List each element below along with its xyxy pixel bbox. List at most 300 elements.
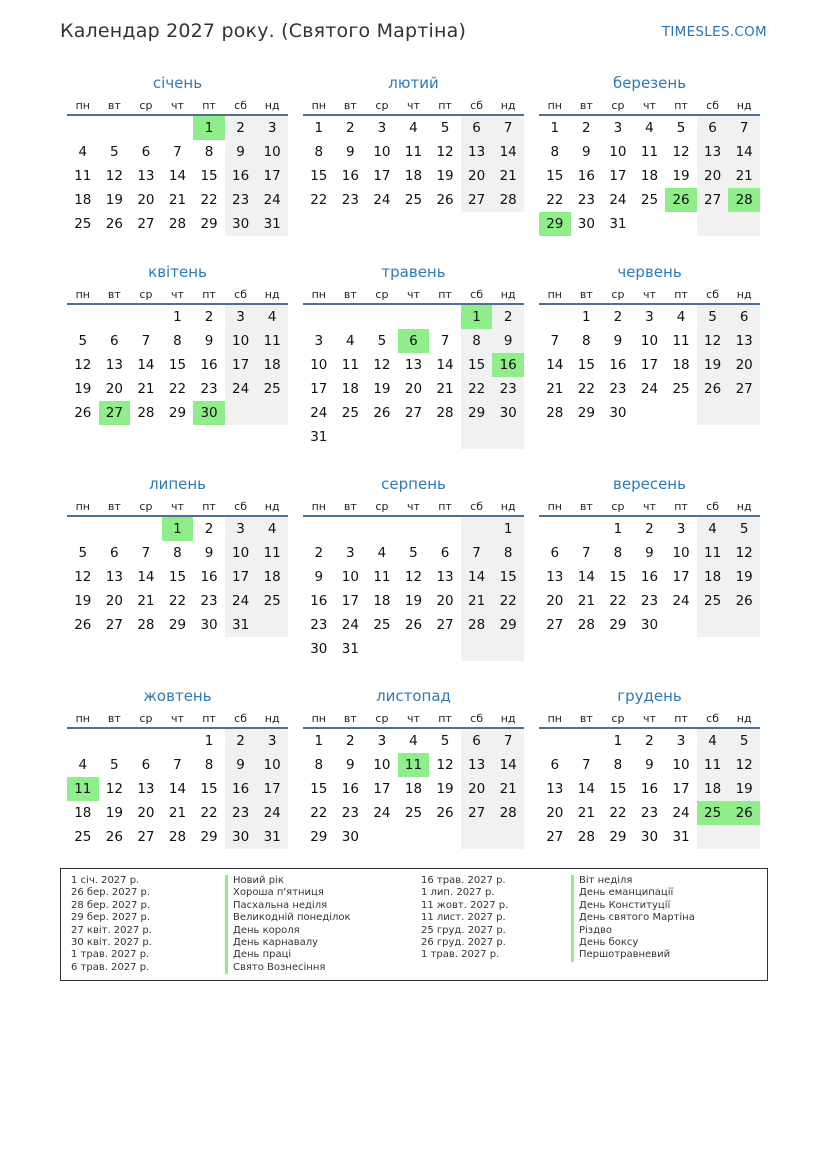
day-cell[interactable]: 20 <box>105 593 123 609</box>
day-cell[interactable]: 22 <box>168 593 187 609</box>
day-cell[interactable]: 20 <box>404 381 423 397</box>
day-cell[interactable]: 2 <box>314 545 324 561</box>
day-cell[interactable]: 28 <box>168 216 187 232</box>
brand-logo[interactable]: TIMESLES.COM <box>661 24 767 40</box>
day-cell[interactable]: 27 <box>137 829 155 845</box>
day-cell[interactable]: 17 <box>373 781 391 797</box>
day-cell[interactable]: 11 <box>74 168 92 184</box>
day-cell[interactable]: 20 <box>461 164 493 188</box>
day-cell[interactable]: 26 <box>105 216 123 232</box>
day-cell[interactable]: 16 <box>609 357 627 373</box>
day-cell[interactable]: 27 <box>404 405 423 421</box>
day-cell[interactable]: 27 <box>728 377 760 401</box>
day-cell[interactable]: 2 <box>492 305 524 329</box>
day-cell[interactable]: 31 <box>609 216 627 232</box>
day-cell[interactable]: 20 <box>436 593 454 609</box>
day-cell[interactable]: 14 <box>577 781 595 797</box>
day-cell[interactable]: 28 <box>577 829 595 845</box>
day-cell[interactable]: 2 <box>645 521 654 537</box>
day-cell[interactable]: 30 <box>492 401 524 425</box>
day-cell[interactable]: 15 <box>310 781 328 797</box>
day-cell[interactable]: 4 <box>78 144 88 160</box>
day-cell[interactable]: 21 <box>137 593 155 609</box>
day-cell[interactable]: 24 <box>225 377 257 401</box>
day-cell[interactable]: 23 <box>640 805 659 821</box>
day-cell[interactable]: 30 <box>200 617 218 633</box>
day-cell[interactable]: 24 <box>373 192 391 208</box>
day-cell[interactable]: 15 <box>609 569 627 585</box>
day-cell[interactable]: 9 <box>346 144 355 160</box>
day-cell[interactable]: 1 <box>550 120 560 136</box>
day-cell[interactable]: 16 <box>341 168 359 184</box>
day-cell[interactable]: 7 <box>582 545 591 561</box>
day-cell[interactable]: 22 <box>200 805 218 821</box>
day-cell[interactable]: 31 <box>672 829 690 845</box>
day-cell[interactable]: 7 <box>440 333 450 349</box>
day-cell[interactable]: 16 <box>577 168 595 184</box>
day-cell[interactable]: 10 <box>341 569 359 585</box>
day-cell[interactable]: 31 <box>225 613 257 637</box>
day-cell[interactable]: 7 <box>492 729 524 753</box>
day-cell[interactable]: 12 <box>436 144 454 160</box>
day-cell[interactable]: 8 <box>613 545 623 561</box>
day-cell[interactable]: 17 <box>225 565 257 589</box>
day-cell[interactable]: 28 <box>137 405 155 421</box>
day-cell[interactable]: 6 <box>697 116 729 140</box>
day-cell[interactable]: 20 <box>137 192 155 208</box>
day-cell[interactable]: 29 <box>168 617 187 633</box>
day-cell[interactable]: 5 <box>676 120 686 136</box>
day-cell[interactable]: 3 <box>256 116 288 140</box>
day-cell[interactable]: 11 <box>373 569 391 585</box>
day-cell[interactable]: 26 <box>697 377 729 401</box>
day-cell[interactable]: 19 <box>728 565 760 589</box>
day-cell[interactable]: 18 <box>74 805 92 821</box>
day-cell[interactable]: 4 <box>346 333 355 349</box>
day-cell[interactable]: 23 <box>341 805 359 821</box>
day-cell[interactable]: 21 <box>492 777 524 801</box>
day-cell[interactable]: 7 <box>141 333 151 349</box>
day-cell[interactable]: 12 <box>74 569 92 585</box>
day-cell[interactable]: 25 <box>697 589 729 613</box>
day-cell[interactable]: 6 <box>461 729 493 753</box>
day-cell[interactable]: 10 <box>225 329 257 353</box>
day-cell[interactable]: 24 <box>672 593 690 609</box>
day-cell[interactable]: 21 <box>168 805 187 821</box>
day-cell[interactable]: 25 <box>672 381 690 397</box>
day-cell[interactable]: 13 <box>105 569 123 585</box>
day-cell[interactable]: 16 <box>492 353 524 377</box>
day-cell[interactable]: 22 <box>200 192 218 208</box>
day-cell[interactable]: 22 <box>310 192 328 208</box>
day-cell[interactable]: 19 <box>74 381 92 397</box>
day-cell[interactable]: 15 <box>200 781 218 797</box>
day-cell[interactable]: 14 <box>728 140 760 164</box>
day-cell[interactable]: 4 <box>697 729 729 753</box>
day-cell[interactable]: 24 <box>256 801 288 825</box>
day-cell[interactable]: 14 <box>546 357 564 373</box>
day-cell[interactable]: 3 <box>676 521 686 537</box>
day-cell[interactable]: 27 <box>99 401 131 425</box>
day-cell[interactable]: 2 <box>346 733 355 749</box>
day-cell[interactable]: 9 <box>225 753 257 777</box>
day-cell[interactable]: 25 <box>404 805 423 821</box>
day-cell[interactable]: 16 <box>640 569 659 585</box>
day-cell[interactable]: 2 <box>225 729 257 753</box>
day-cell[interactable]: 13 <box>728 329 760 353</box>
day-cell[interactable]: 10 <box>373 144 391 160</box>
day-cell[interactable]: 2 <box>645 733 654 749</box>
day-cell[interactable]: 17 <box>256 777 288 801</box>
day-cell[interactable]: 25 <box>256 589 288 613</box>
day-cell[interactable]: 4 <box>78 757 88 773</box>
day-cell[interactable]: 26 <box>665 188 697 212</box>
day-cell[interactable]: 23 <box>492 377 524 401</box>
day-cell[interactable]: 27 <box>137 216 155 232</box>
day-cell[interactable]: 15 <box>310 168 328 184</box>
day-cell[interactable]: 6 <box>398 329 430 353</box>
day-cell[interactable]: 23 <box>200 593 218 609</box>
day-cell[interactable]: 20 <box>728 353 760 377</box>
day-cell[interactable]: 8 <box>550 144 560 160</box>
day-cell[interactable]: 11 <box>256 329 288 353</box>
day-cell[interactable]: 10 <box>256 753 288 777</box>
day-cell[interactable]: 15 <box>609 781 627 797</box>
day-cell[interactable]: 11 <box>697 541 729 565</box>
day-cell[interactable]: 1 <box>193 116 225 140</box>
day-cell[interactable]: 21 <box>436 381 454 397</box>
day-cell[interactable]: 5 <box>697 305 729 329</box>
day-cell[interactable]: 1 <box>204 733 214 749</box>
day-cell[interactable]: 8 <box>461 329 493 353</box>
day-cell[interactable]: 22 <box>546 192 564 208</box>
day-cell[interactable]: 5 <box>728 517 760 541</box>
day-cell[interactable]: 9 <box>314 569 324 585</box>
day-cell[interactable]: 3 <box>256 729 288 753</box>
day-cell[interactable]: 4 <box>409 120 418 136</box>
day-cell[interactable]: 2 <box>582 120 591 136</box>
day-cell[interactable]: 1 <box>461 305 493 329</box>
day-cell[interactable]: 5 <box>377 333 387 349</box>
day-cell[interactable]: 8 <box>314 757 324 773</box>
day-cell[interactable]: 14 <box>492 140 524 164</box>
day-cell[interactable]: 23 <box>341 192 359 208</box>
day-cell[interactable]: 9 <box>492 329 524 353</box>
day-cell[interactable]: 19 <box>672 168 690 184</box>
day-cell[interactable]: 26 <box>404 617 423 633</box>
day-cell[interactable]: 11 <box>672 333 690 349</box>
day-cell[interactable]: 19 <box>436 781 454 797</box>
day-cell[interactable]: 5 <box>409 545 418 561</box>
day-cell[interactable]: 5 <box>110 757 119 773</box>
day-cell[interactable]: 31 <box>341 641 359 657</box>
day-cell[interactable]: 10 <box>609 144 627 160</box>
day-cell[interactable]: 13 <box>461 140 493 164</box>
day-cell[interactable]: 21 <box>728 164 760 188</box>
day-cell[interactable]: 8 <box>173 333 182 349</box>
day-cell[interactable]: 10 <box>225 541 257 565</box>
day-cell[interactable]: 6 <box>110 545 119 561</box>
day-cell[interactable]: 20 <box>461 777 493 801</box>
day-cell[interactable]: 3 <box>314 333 324 349</box>
day-cell[interactable]: 15 <box>168 357 187 373</box>
day-cell[interactable]: 11 <box>398 753 430 777</box>
day-cell[interactable]: 30 <box>225 825 257 849</box>
day-cell[interactable]: 1 <box>492 517 524 541</box>
day-cell[interactable]: 4 <box>697 517 729 541</box>
day-cell[interactable]: 30 <box>577 216 595 232</box>
day-cell[interactable]: 18 <box>74 192 92 208</box>
day-cell[interactable]: 25 <box>404 192 423 208</box>
day-cell[interactable]: 16 <box>225 164 257 188</box>
day-cell[interactable]: 8 <box>582 333 591 349</box>
day-cell[interactable]: 5 <box>440 120 450 136</box>
day-cell[interactable]: 25 <box>256 377 288 401</box>
day-cell[interactable]: 1 <box>314 120 324 136</box>
day-cell[interactable]: 9 <box>645 545 654 561</box>
day-cell[interactable]: 28 <box>168 829 187 845</box>
day-cell[interactable]: 7 <box>141 545 151 561</box>
day-cell[interactable]: 30 <box>193 401 225 425</box>
day-cell[interactable]: 27 <box>461 188 493 212</box>
day-cell[interactable]: 2 <box>204 309 214 325</box>
day-cell[interactable]: 31 <box>256 212 288 236</box>
day-cell[interactable]: 9 <box>645 757 654 773</box>
day-cell[interactable]: 3 <box>225 305 257 329</box>
day-cell[interactable]: 2 <box>613 309 623 325</box>
day-cell[interactable]: 27 <box>697 188 729 212</box>
day-cell[interactable]: 31 <box>256 825 288 849</box>
day-cell[interactable]: 29 <box>200 829 218 845</box>
day-cell[interactable]: 8 <box>204 144 214 160</box>
day-cell[interactable]: 29 <box>461 401 493 425</box>
day-cell[interactable]: 30 <box>341 829 359 845</box>
day-cell[interactable]: 22 <box>577 381 595 397</box>
day-cell[interactable]: 20 <box>546 593 564 609</box>
day-cell[interactable]: 4 <box>645 120 654 136</box>
day-cell[interactable]: 8 <box>492 541 524 565</box>
day-cell[interactable]: 9 <box>346 757 355 773</box>
day-cell[interactable]: 2 <box>204 521 214 537</box>
day-cell[interactable]: 18 <box>697 777 729 801</box>
day-cell[interactable]: 26 <box>373 405 391 421</box>
day-cell[interactable]: 24 <box>310 405 328 421</box>
day-cell[interactable]: 1 <box>582 309 591 325</box>
day-cell[interactable]: 26 <box>436 192 454 208</box>
day-cell[interactable]: 21 <box>546 381 564 397</box>
day-cell[interactable]: 26 <box>74 405 92 421</box>
day-cell[interactable]: 20 <box>137 805 155 821</box>
day-cell[interactable]: 29 <box>168 405 187 421</box>
day-cell[interactable]: 13 <box>105 357 123 373</box>
day-cell[interactable]: 6 <box>440 545 450 561</box>
day-cell[interactable]: 9 <box>204 333 214 349</box>
day-cell[interactable]: 16 <box>341 781 359 797</box>
day-cell[interactable]: 22 <box>168 381 187 397</box>
day-cell[interactable]: 28 <box>546 405 564 421</box>
day-cell[interactable]: 6 <box>728 305 760 329</box>
day-cell[interactable]: 13 <box>137 781 155 797</box>
day-cell[interactable]: 14 <box>137 569 155 585</box>
day-cell[interactable]: 27 <box>461 801 493 825</box>
day-cell[interactable]: 11 <box>640 144 659 160</box>
day-cell[interactable]: 18 <box>373 593 391 609</box>
day-cell[interactable]: 17 <box>256 164 288 188</box>
day-cell[interactable]: 18 <box>341 381 359 397</box>
day-cell[interactable]: 24 <box>256 188 288 212</box>
day-cell[interactable]: 5 <box>78 545 88 561</box>
day-cell[interactable]: 1 <box>613 733 623 749</box>
day-cell[interactable]: 18 <box>640 168 659 184</box>
day-cell[interactable]: 25 <box>640 192 659 208</box>
day-cell[interactable]: 23 <box>310 617 328 633</box>
day-cell[interactable]: 10 <box>310 357 328 373</box>
day-cell[interactable]: 23 <box>225 188 257 212</box>
day-cell[interactable]: 30 <box>640 617 659 633</box>
day-cell[interactable]: 25 <box>697 801 729 825</box>
day-cell[interactable]: 14 <box>577 569 595 585</box>
day-cell[interactable]: 19 <box>697 353 729 377</box>
day-cell[interactable]: 14 <box>492 753 524 777</box>
day-cell[interactable]: 7 <box>550 333 560 349</box>
day-cell[interactable]: 18 <box>404 168 423 184</box>
day-cell[interactable]: 16 <box>640 781 659 797</box>
day-cell[interactable]: 19 <box>728 777 760 801</box>
day-cell[interactable]: 12 <box>728 541 760 565</box>
day-cell[interactable]: 16 <box>200 357 218 373</box>
day-cell[interactable]: 24 <box>373 805 391 821</box>
day-cell[interactable]: 12 <box>697 329 729 353</box>
day-cell[interactable]: 27 <box>546 829 564 845</box>
day-cell[interactable]: 10 <box>640 333 659 349</box>
day-cell[interactable]: 8 <box>204 757 214 773</box>
day-cell[interactable]: 27 <box>546 617 564 633</box>
day-cell[interactable]: 23 <box>609 381 627 397</box>
day-cell[interactable]: 9 <box>613 333 623 349</box>
day-cell[interactable]: 28 <box>577 617 595 633</box>
day-cell[interactable]: 29 <box>492 613 524 637</box>
day-cell[interactable]: 23 <box>577 192 595 208</box>
day-cell[interactable]: 11 <box>697 753 729 777</box>
day-cell[interactable]: 29 <box>609 617 627 633</box>
day-cell[interactable]: 19 <box>74 593 92 609</box>
day-cell[interactable]: 11 <box>404 144 423 160</box>
day-cell[interactable]: 26 <box>728 589 760 613</box>
day-cell[interactable]: 1 <box>173 309 182 325</box>
day-cell[interactable]: 5 <box>110 144 119 160</box>
day-cell[interactable]: 26 <box>728 801 760 825</box>
day-cell[interactable]: 22 <box>461 377 493 401</box>
day-cell[interactable]: 30 <box>225 212 257 236</box>
day-cell[interactable]: 26 <box>74 617 92 633</box>
day-cell[interactable]: 1 <box>613 521 623 537</box>
day-cell[interactable]: 28 <box>436 405 454 421</box>
day-cell[interactable]: 30 <box>640 829 659 845</box>
day-cell[interactable]: 17 <box>373 168 391 184</box>
day-cell[interactable]: 22 <box>310 805 328 821</box>
day-cell[interactable]: 13 <box>436 569 454 585</box>
day-cell[interactable]: 12 <box>373 357 391 373</box>
day-cell[interactable]: 4 <box>676 309 686 325</box>
day-cell[interactable]: 28 <box>461 613 493 637</box>
day-cell[interactable]: 31 <box>310 429 328 445</box>
day-cell[interactable]: 21 <box>461 589 493 613</box>
day-cell[interactable]: 7 <box>173 757 182 773</box>
day-cell[interactable]: 29 <box>539 212 571 236</box>
day-cell[interactable]: 10 <box>672 545 690 561</box>
day-cell[interactable]: 4 <box>377 545 387 561</box>
day-cell[interactable]: 13 <box>461 753 493 777</box>
day-cell[interactable]: 7 <box>173 144 182 160</box>
day-cell[interactable]: 24 <box>672 805 690 821</box>
day-cell[interactable]: 12 <box>105 168 123 184</box>
day-cell[interactable]: 15 <box>492 565 524 589</box>
day-cell[interactable]: 28 <box>492 801 524 825</box>
day-cell[interactable]: 22 <box>609 593 627 609</box>
day-cell[interactable]: 19 <box>436 168 454 184</box>
day-cell[interactable]: 23 <box>200 381 218 397</box>
day-cell[interactable]: 14 <box>168 168 187 184</box>
day-cell[interactable]: 10 <box>373 757 391 773</box>
day-cell[interactable]: 3 <box>645 309 654 325</box>
day-cell[interactable]: 3 <box>377 733 387 749</box>
day-cell[interactable]: 13 <box>546 569 564 585</box>
day-cell[interactable]: 4 <box>256 305 288 329</box>
day-cell[interactable]: 27 <box>105 617 123 633</box>
day-cell[interactable]: 4 <box>256 517 288 541</box>
day-cell[interactable]: 20 <box>697 164 729 188</box>
day-cell[interactable]: 17 <box>672 781 690 797</box>
day-cell[interactable]: 5 <box>78 333 88 349</box>
day-cell[interactable]: 14 <box>436 357 454 373</box>
day-cell[interactable]: 23 <box>225 801 257 825</box>
day-cell[interactable]: 6 <box>141 757 151 773</box>
day-cell[interactable]: 6 <box>461 116 493 140</box>
day-cell[interactable]: 19 <box>373 381 391 397</box>
day-cell[interactable]: 25 <box>74 216 92 232</box>
day-cell[interactable]: 24 <box>609 192 627 208</box>
day-cell[interactable]: 12 <box>728 753 760 777</box>
day-cell[interactable]: 14 <box>168 781 187 797</box>
day-cell[interactable]: 3 <box>225 517 257 541</box>
day-cell[interactable]: 14 <box>137 357 155 373</box>
day-cell[interactable]: 28 <box>728 188 760 212</box>
day-cell[interactable]: 27 <box>436 617 454 633</box>
day-cell[interactable]: 29 <box>310 829 328 845</box>
day-cell[interactable]: 25 <box>74 829 92 845</box>
day-cell[interactable]: 17 <box>640 357 659 373</box>
day-cell[interactable]: 30 <box>310 641 328 657</box>
day-cell[interactable]: 24 <box>341 617 359 633</box>
day-cell[interactable]: 3 <box>676 733 686 749</box>
day-cell[interactable]: 17 <box>310 381 328 397</box>
day-cell[interactable]: 3 <box>377 120 387 136</box>
day-cell[interactable]: 12 <box>74 357 92 373</box>
day-cell[interactable]: 14 <box>461 565 493 589</box>
day-cell[interactable]: 20 <box>546 805 564 821</box>
day-cell[interactable]: 13 <box>697 140 729 164</box>
day-cell[interactable]: 15 <box>200 168 218 184</box>
day-cell[interactable]: 5 <box>440 733 450 749</box>
day-cell[interactable]: 17 <box>672 569 690 585</box>
day-cell[interactable]: 10 <box>256 140 288 164</box>
day-cell[interactable]: 9 <box>582 144 591 160</box>
day-cell[interactable]: 6 <box>550 545 560 561</box>
day-cell[interactable]: 30 <box>609 405 627 421</box>
day-cell[interactable]: 7 <box>728 116 760 140</box>
day-cell[interactable]: 3 <box>613 120 623 136</box>
day-cell[interactable]: 3 <box>346 545 355 561</box>
